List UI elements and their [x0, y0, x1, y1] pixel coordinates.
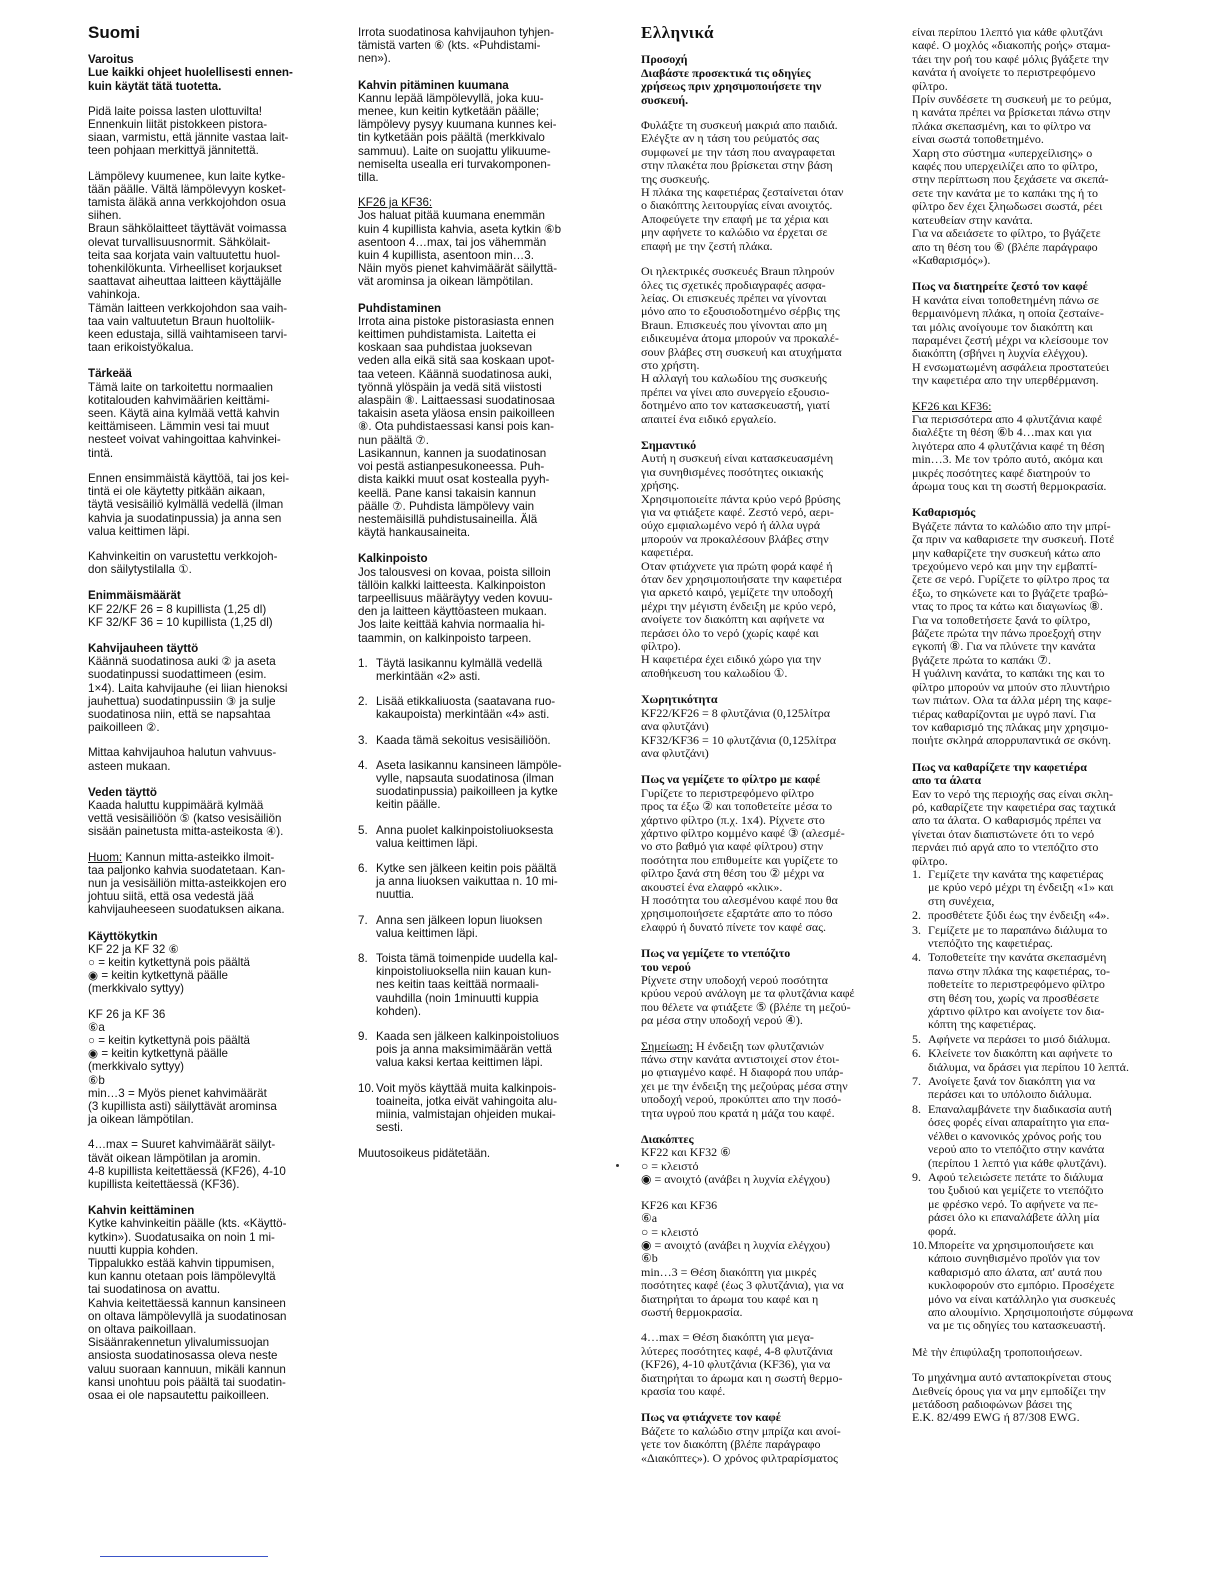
gr-make-heading: Πως να φτιάχνετε τον καφέ — [641, 1410, 781, 1425]
gr-reserve: Μὲ τὴν ἐπιφύλαξη τροποποιήσεων. — [912, 1344, 1083, 1359]
fi-fill-water-p1: Kaada haluttu kuppimäärä kylmää vettä vesisäiliöön ⑤ (katso vesisäiliön sisään painetusta mitta-asteikosta ④). — [88, 798, 284, 839]
gr-switches-heading: Διακόπτες — [641, 1132, 694, 1147]
fi-clean-heading: Puhdistaminen — [358, 301, 442, 315]
gr-switches-section — [641, 1133, 886, 1398]
fi-important-p1: Tämä laite on tarkoitettu normaalien kotitalouden kahvimäärien keittämi- seen. Käytä aina kylmää vettä kahvin keittämiseen. Lämmin vesi tai muut nesteet voivat vahingoittaa kahvinkei- tintä. — [88, 380, 281, 460]
fi-brew-section — [88, 1204, 338, 1402]
fi-keep-warm-heading: Kahvin pitäminen kuumana — [358, 78, 509, 92]
list-item: 7. Anna sen jälkeen lopun liuoksen valua keittimen läpi. — [358, 913, 543, 940]
gr-clean-text: Βγάζετε πάντα το καλώδιο απο την μπρί- ζα πριν να καθαρισετε την συσκευή. Ποτέ μην καθαρίζετε την συσκευή κάτω απο τρεχούμενο νερό και μην την εμβαπτί- ζετε σε νερό. Γυρίζετε το φίλτρο προς τα έξω, το σηκώνετε και το βγάζετε τραβώ- ντας το προς τα κάτω και διαγωνίως ⑧. Για να τοποθετήσετε ξανά το φίλτρο, βάζετε πρώτα την πάνω προεξοχή στην εγκοπή ⑧. Για να πλύνετε την κανάτα βγάζετε πρώτα το καπάκι ⑦. Η γυάλινη κανάτα, το καπάκι της και το φίλτρο μπορούν να μπούν στο πλυντήριο των πιάτων. Ολα τα άλλα μέρη της καφε- τιέρας καθαρίζονται με υγρό πανί. Για τον καθαρισμό της πλάκας μην χρησιμο- ποιήτε σκληρά απορρυπαντικά σε σκόνη. — [912, 518, 1115, 748]
list-item: 8. Επαναλαμβάνετε την διαδικασία αυτή όσες φορές είναι απαραίτητο για επα- νέλθει ο κανονικός χρόνος ροής του νερού απο το ντεπόζιτο στην κανάτα (περίπου 1 λεπτό για κάθε φλυτζάνι). — [912, 1101, 1112, 1170]
list-item: 2. Lisää etikkaliuosta (saatavana ruo- kakaupoista) merkintään «4» asti. — [358, 695, 556, 722]
greek-column-1 — [641, 23, 886, 1478]
fi-brew-heading: Kahvin keittäminen — [88, 1204, 195, 1218]
finnish-column-2 — [358, 26, 598, 1161]
list-item: 9. Kaada sen jälkeen kalkinpoistoliuos pois ja anna maksimimäärän vettä valua kaksi kertaa keittimen läpi. — [358, 1030, 560, 1070]
fi-important-heading: Tärkeää — [88, 367, 132, 381]
fi-fill-coffee-p1: Käännä suodatinosa auki ② ja aseta suodatinpussi suodattimeen (esim. 1×4). Laita kahvijauhe (ei liian hienoksi jauhettua) suodatinpussiin ③ ja sulje suodatinosa niin, että se napsahtaa paikoilleen ②. — [88, 655, 288, 735]
fi-clean-p1: Irrota aina pistoke pistorasiasta ennen keittimen puhdistamista. Laitetta ei koskaan saa puhdistaa juoksevan veden alla eikä sitä saa koskaan upot- taa veteen. Käännä suodatinosa auki, työnnä ylöspäin ja vedä sitä viistosti alaspäin ⑧. Laittaessasi suodatinosaa takaisin aseta yläosa ensin paikoilleen ⑧. Ota puhdistaessasi kansi pois kan- nun päältä ⑦. Lasikannun, kannen ja suodatinosan voi pestä astianpesukoneessa. Puh- dista kaikki muut osat kostealla pyyh- keellä. Pane kansi takaisin kannun päälle ⑦. Puhdista lämpölevy vain nestemäisillä puhdistusaineilla. Älä käytä hankausaineita. — [358, 314, 555, 540]
fi-switch-p1: KF 22 ja KF 32 ⑥ ○ = keitin kytkettynä pois päältä ◉ = keitin kytkettynä päälle (merkkivalo syttyy) — [88, 942, 250, 996]
gr-descale-section — [912, 761, 1144, 1333]
gr-clean-section — [912, 506, 1144, 747]
list-item: 5. Αφήνετε να περάσει το μισό διάλυμα. — [912, 1031, 1111, 1046]
fi-fill-water-note — [88, 851, 338, 917]
gr-capacity-section — [641, 693, 886, 760]
gr-fill-filter-section — [641, 773, 886, 934]
fi-note-text: Kannun mitta-asteikko ilmoit- taa paljonko kahvia suodatetaan. Kan- nun ja vesisäiliön mitta-asteikkojen ero johtuu siitä, että osa vedestä jää kahvijauheeseen suodatuksen aikana. — [88, 850, 287, 917]
list-item: 9. Αφού τελειώσετε πετάτε το διάλυμα του ξυδιού και γεμίζετε το ντεπόζιτο με φρέσκο νερό. Το αφήνετε να πε- ράσει όλο κι επαναλάβετε άλλη μία φορά. — [912, 1169, 1104, 1238]
fi-descale-p1: Jos talousvesi on kovaa, poista silloin tällöin kalkki laitteesta. Kalkinpoiston tarpeellisuus määräytyy veden kovuu- den ja laitteen käyttöasteen mukaan. Jos laite keittää kahvia normaalia hi- taammin, on kalkinpoisto tarpeen. — [358, 565, 553, 645]
stray-dot — [616, 1164, 619, 1167]
gr-make-text: Βάζετε το καλώδιο στην μπρίζα και ανοί- γετε τον διακόπτη (βλέπε παράγραφο «Διακόπτες»). Ο χρόνος φιλτραρίσματος — [641, 1423, 841, 1465]
list-item: 1. Γεμίζετε την κανάτα της καφετιέρας με κρύο νερό μέχρι τη ένδειξη «1» και στη συνέχεια, — [912, 866, 1114, 908]
gr-switches-p3: 4…max = Θέση διακόπτη για μεγα- λύτερες ποσότητες καφέ, 4-8 φλυτζάνια (KF26), 4-10 φλυτζάνια (KF36), για να διατηρήται το άρωμα και η σωστή θερμο- κρασία του καφέ. — [641, 1330, 843, 1398]
gr-make-section — [641, 1411, 886, 1465]
gr-note-text: Η ένδειξη των φλυτζανιών πάνω στην κανάτα αντιστοιχεί στον έτοι- μο φτιαγμένο καφέ. Η διαφορά που υπάρ- χει με την ένδειξη της μεζούρας μέσα στην υποδοχή νερού, προκύπτει απο την ποσό- τητα υγρού που κρατά η μάζα του καφέ. — [641, 1038, 848, 1120]
fi-descale-heading: Kalkinpoisto — [358, 552, 428, 566]
gr-warm-text-2: Για περισσότερα απο 4 φλυτζάνια καφέ διαλέξτε τη θέση ⑥b 4…max και για λιγότερα απο 4 φλυτζάνια καφέ τη θέση min…3. Με τον τρόπο αυτό, ακόμα και μικρές ποσότητες καφέ διατηρούν το άρωμα τους και τη σωστή θερμοκρασία. — [912, 411, 1107, 493]
fi-max-heading: Enimmäismäärät — [88, 589, 181, 603]
footer-rule — [100, 1556, 268, 1557]
finnish-column-1 — [88, 23, 338, 1415]
gr-important-section — [641, 439, 886, 680]
fi-note-label: Huom: — [88, 850, 123, 864]
gr-fill-tank-heading: Πως να γεμίζετε το ντεπόζιτο του νερού — [641, 946, 791, 974]
fi-warning-p2: Lämpölevy kuumenee, kun laite kytke- tään päälle. Vältä lämpölevyyn kosket- tamista äläkä anna verkkojohdon osua siihen. Braun sähkölaitteet täyttävät voimassa olevat turvallisuusnormit. Sähkölait- teita saa korjata vain valtuutettu huol- tohenkilökunta. Virheelliset korjaukset saattavat aiheuttaa laitteen käyttäjälle vahinkoja. Tämän laitteen verkkojohdon saa vaih- taa vain valtuutetun Braun huoltoliik- keen edustaja, sillä vaihtamiseen tarvi- taan erikoistyökalua. — [88, 169, 288, 355]
gr-fill-tank-text: Ρίχνετε στην υποδοχή νερού ποσότητα κρύου νερού ανάλογη με τα φλυτζάνια καφέ που θέλετε να φτιάξετε ⑤ (βλέπε τη μεζού- ρα μέσα στην υποδοχή νερού ④). — [641, 973, 855, 1028]
list-item: 6. Kytke sen jälkeen keitin pois päältä ja anna liuoksen vaikuttaa n. 10 mi- nuuttia. — [358, 861, 558, 902]
gr-warning-p2: Οι ηλεκτρικές συσκευές Braun πληρούν όλες τις σχετικές προδιαγραφές ασφα- λείας. Οι επισκευές πρέπει να γίνονται μόνο απο το εξουσιοδοτημένο σέρβις της Braun. Επισκευές που γίνονται απο μη ειδικευμένα άτομα μπορούν να προκαλέ- σουν βλάβες στη συσκευή και ατυχήματα στο χρήστη. Η αλλαγή του καλωδίου της συσκευής πρέπει να γίνει απο συνεργείο εξουσιο- δοτημένο απο τον κατασκευαστή, γιατί απαιτεί ένα ειδικό εργαλείο. — [641, 264, 842, 426]
list-item: 10. Voit myös käyttää muita kalkinpois- toaineita, jotka eivät vahingoita alu- miinia, valmistajan ohjeiden mukai- sesti. — [358, 1081, 558, 1135]
gr-warm-text: Η κανάτα είναι τοποθετημένη πάνω σε θερμαινόμενη πλάκα, η οποία ζεσταίνε- ται μόλις ανοίγουμε τον διακόπτη και παραμένει ζεστή μέχρι να κλείσουμε τον διακόπτη (σβήνει η λυχνία ελέγχου). Η ενσωματωμένη ασφάλεια προστατεύει την καφετιέρα απο την υπερθέρμανση. — [912, 292, 1110, 388]
fi-important-p3: Kahvinkeitin on varustettu verkkojoh- don säilytystilalla ①. — [88, 549, 278, 577]
gr-switches-p1: KF22 και KF32 ⑥ ○ = κλειστό ◉ = ανοιχτό (ανάβει η λυχνία ελέγχου) — [641, 1145, 830, 1187]
gr-warning-p1: Φυλάξτε τη συσκευή μακριά απο παιδιά. Ελέγξτε αν η τάση του ρεύματός σας συμφωνεί με την τάση που αναγραφεται στην πλακέτα που βρίσκεται στην βάση της συσκευής. Η πλάκα της καφετιέρας ζεσταίνεται όταν ο διακόπτης λειτουργίας είναι ανοιχτός. Αποφεύγετε την επαφή με τα χέρια και μην αφήνετε το καλώδιο να έρχεται σε επαφή με την ζεστή πλάκα. — [641, 118, 844, 253]
fi-fill-water-heading: Veden täyttö — [88, 785, 157, 799]
gr-important-p1: Αυτή η συσκευή είναι κατασκευασμένη για συνηθισμένες ποσότητες οικιακής χρήσης. Χρησιμοποιείτε πάντα κρύο νερό βρύσης για να φτιάξετε καφέ. Ζεστό νερό, αερι- ούχο εμφιαλωμένο νερό ή άλλα υγρά μπορούν να προκαλέσουν βλάβες στην καφετιέρα. Οταν φτιάχνετε για πρώτη φορά καφέ ή όταν δεν χρησιμοποιήσατε την καφετιέρα για αρκετό καιρό, γεμίζετε την υποδοχή μέχρι την μέγιστη ένδειξη με κρύο νερό, ανοίγετε τον διακόπτη και αφήνετε να περάσει όλο το νερό (χωρίς καφέ και φίλτρο). Η καφετιέρα έχει ειδικό χώρο για την αποθήκευση του καλωδίου ①. — [641, 451, 842, 680]
fi-brew-continued — [358, 26, 598, 66]
gr-clean-heading: Καθαρισμός — [912, 505, 976, 520]
fi-fill-water-section — [88, 786, 338, 917]
gr-fill-filter-heading: Πως να γεμίζετε το φίλτρο με καφέ — [641, 772, 821, 787]
fi-keep-warm-section — [358, 79, 598, 289]
list-item: 4. Aseta lasikannu kansineen lämpöle- vylle, napsauta suodatinosa (ilman suodatinpussia) paikoilleen ja kytke keitin päälle. — [358, 758, 562, 812]
gr-important-heading: Σημαντικό — [641, 437, 697, 452]
gr-make-continued — [912, 26, 1144, 267]
list-item: 8. Toista tämä toimenpide uudella kal- kinpoistoliuoksella niin kauan kun- nes keitin taas keittää normaali- vauhdilla (noin 1minuutti kuppia kohden). — [358, 951, 558, 1018]
gr-note-label: Σημείωση: — [641, 1038, 693, 1053]
list-item: 2. προσθέτετε ξύδι έως την ένδειξη «4». — [912, 908, 1110, 923]
fi-brew-p2: Irrota suodatinosa kahvijauhon tyhjen- tämistä varten ⑥ (kts. «Puhdistami- nen»). — [358, 26, 554, 66]
list-item: 10. Μπορείτε να χρησιμοποιήσετε και κάποιο συνηθισμένο προϊόν για τον καθαρισμό απο άλατα, απ' αυτά που κυκλοφορούν στο εμπόριο. Προσέχετε μόνο να είναι κατάλληλο για συσκευές απο αλουμίνιο. Χρησιμοποιήστε σύμφωνα να με τις οδηγίες του κατασκευαστή. — [912, 1237, 1134, 1333]
greek-title: Ελληνικά — [641, 23, 714, 42]
fi-max-section — [88, 589, 338, 629]
list-item: 6. Κλείνετε τον διακόπτη και αφήνετε το διάλυμα, να δράσει για περίπου 10 λεπτά. — [912, 1046, 1129, 1074]
gr-warning-section — [641, 53, 886, 426]
fi-warning-section — [88, 53, 338, 354]
fi-warning-lead: Lue kaikki ohjeet huolellisesti ennen- kuin käytät tätä tuotetta. — [88, 66, 293, 93]
fi-warning-p1: Pidä laite poissa lasten ulottuvilta! Ennenkuin liität pistokkeen pistora- siaan, varmistu, että jännite vastaa lait- teen pohjaan merkittyä jännitettä. — [88, 104, 289, 158]
fi-switch-heading: Käyttökytkin — [88, 929, 158, 943]
fi-important-p2: Ennen ensimmäistä käyttöä, tai jos kei- tintä ei ole käytetty pitkään aikaan, täytä vesisäiliö kylmällä vedellä (ilman kahvia ja suodatinpussia) ja anna sen valua keittimen läpi. — [88, 471, 290, 538]
fi-fill-coffee-p2: Mittaa kahvijauhoa halutun vahvuus- asteen mukaan. — [88, 746, 277, 773]
fi-switch-p2: KF 26 ja KF 36 ⑥a ○ = keitin kytkettynä pois päältä ◉ = keitin kytkettynä päälle (merkkivalo syttyy) ⑥b min…3 = Myös pienet kahvimäärät (3 kupillista asti) säilyttävät arominsa ja oikean lämpötilan. — [88, 1007, 277, 1127]
gr-capacity-heading: Χωρητικότητα — [641, 692, 718, 707]
list-item: 7. Ανοίγετε ξανά τον διακόπτη για να περάσει και το υπόλοιπο διάλυμα. — [912, 1074, 1096, 1102]
gr-make-continued-text: είναι περίπου 1λεπτό για κάθε φλυτζάνι καφέ. Ο μοχλός «διακοπής ροής» σταμα- τάει την ροή του καφέ μόλις βγάξετε την κανάτα ή ανοίγετε το περιστρεφόμενο φίλτρο. Πρίν συνδέσετε τη συσκευή με το ρεύμα, η κανάτα πρέπει να βρίσκεται πάνω στην πλάκα σκεπασμένη, και το φίλτρο να είναι σωστά τοποθετημένο. Χαρη στο σύστημα «υπερχείλισης» ο καφές που υπερχειλίζει απο το φίλτρο, στην περίπτωση που ξεχάσετε να σκεπά- σετε την κανάτα με το καπάκι της ή το φίλτρο δεν έχει ξληωδωσει σωστά, ρέει κατευθείαν στην κανάτα. Για να αδειάσετε το φίλτρο, το βγάζετε απο τη θέση του ⑥ (βλέπε παράγραφο «Καθαρισμός»). — [912, 26, 1112, 267]
gr-warning-heading: Προσοχή — [641, 52, 688, 67]
gr-warm-section — [912, 280, 1144, 493]
gr-fill-filter-text: Γυρίζετε το περιστρεφόμενο φίλτρο προς τα έξω ② και τοποθετείτε μέσα το χάρτινο φίλτρο (π.χ. 1x4). Ρίχνετε στο χάρτινο φίλτρο κομμένο καφέ ③ (αλεσμέ- νο στο βαθμό για καφέ φίλτρου) στην ποσότητα που επιθυμείτε και γυρίζετε το φίλτρο ξανά στη θέση του ② μέχρι να ακουστεί ένα ελαφρό «κλικ». Η ποσότητα του αλεσμένου καφέ που θα χρησιμοποιήσετε εξαρτάτε απο το πόσο ελαφρύ ή δυνατό πίνετε τον καφέ σας. — [641, 785, 845, 934]
fi-keep-warm-p1: Kannu lepää lämpölevyllä, joka kuu- menee, kun keitin kytketään päälle; lämpölevy pysyy kuumana kunnes kei- tin kytketään pois päältä (merkkivalo sammuu). Laite on suojattu ylikuume- nemiselta usealla eri turvakomponen- tilla. — [358, 91, 557, 185]
list-item: 3. Γεμίζετε με το παραπάνω διάλυμα το ντεπόζιτο της καφετιέρας. — [912, 922, 1108, 950]
gr-warm-heading: Πως να διατηρείτε ζεστό τον καφέ — [912, 279, 1088, 294]
greek-column-2 — [912, 26, 1144, 1425]
list-item: 1. Täytä lasikannu kylmällä vedellä merkintään «2» asti. — [358, 656, 543, 683]
gr-descale-heading: Πως να καθαρίζετε την καφετιέρα απο τα άλατα — [912, 759, 1087, 788]
fi-descale-section — [358, 552, 598, 1134]
fi-keep-warm-p2: Jos haluat pitää kuumana enemmän kuin 4 kupillista kahvia, aseta kytkin ⑥b asentoon 4…max, tai jos vähemmän kuin 4 kupillista, asentoon min…3. Näin myös pienet kahvimäärät säilyttä- vät arominsa ja oikean lämpötilan. — [358, 209, 562, 289]
list-item: 3. Kaada tämä sekoitus vesisäiliöön. — [358, 733, 551, 747]
fi-fill-coffee-section — [88, 642, 338, 773]
fi-switch-section — [88, 930, 338, 1192]
list-item: 4. Τοποθετείτε την κανάτα σκεπασμένη πανω στην πλάκα της καφετιέρας, το- ποθετείτε το περιστρεφόμενο φίλτρο στη θέση του, χωρίς να προσθέσετε χάρτινο φίλτρο και ανοίγετε τον δια- κόπτη της καφετιέρας. — [912, 950, 1111, 1032]
gr-warm-model: KF26 και KF36: — [912, 398, 992, 413]
fi-footer: Muutosoikeus pidätetään. — [358, 1147, 491, 1161]
list-item: 5. Anna puolet kalkinpoistoliuoksesta valua keittimen läpi. — [358, 823, 554, 850]
gr-capacity-text: KF22/KF26 = 8 φλυτζάνια (0,125λίτρα ανα φλυτζάνι) KF32/KF36 = 10 φλυτζάνια (0,125λίτρα ανα φλυτζάνι) — [641, 705, 836, 760]
fi-max-text: KF 22/KF 26 = 8 kupillista (1,25 dl) KF 32/KF 36 = 10 kupillista (1,25 dl) — [88, 602, 273, 629]
fi-fill-coffee-heading: Kahvijauheen täyttö — [88, 641, 199, 655]
fi-keep-warm-model: KF26 ja KF36: — [358, 196, 433, 210]
gr-descale-steps — [912, 868, 1144, 1333]
gr-switches-p2: KF26 και KF36 ⑥a ○ = κλειστό ◉ = ανοιχτό (ανάβει η λυχνία ελέγχου) ⑥b min…3 = Θέση διακόπτη για μικρές ποσότητες καφέ (έως 3 φλυτζάνια), για να διατηρήται το άρωμα του καφέ και η σωστή θερμοκρασία. — [641, 1197, 844, 1319]
gr-fill-tank-note — [641, 1040, 886, 1120]
fi-clean-section — [358, 302, 598, 540]
gr-descale-text: Εαν το νερό της περιοχής σας είναι σκλη- ρό, καθαρίζετε την καφετιέρα σας ταχτικά απο τα άλατα. Ο καθαρισμός πρέπει να γίνεται όταν διαπιστώνετε ότι το νερό περνάει πιό αργά απο το ντεπόζιτο στο φίλτρο. — [912, 786, 1116, 868]
gr-fill-tank-section — [641, 947, 886, 1120]
gr-emc-notice: Το μηχάνημα αυτό ανταποκρίνεται στους Διεθνείς όρους για να μην εμποδίζει την μετάδοση ραδιοφώνων βάσει της E.K. 82/499 EWG ή 87/308 EWG. — [912, 1370, 1111, 1425]
gr-warning-lead: Διαβάστε προσεκτικά τις οδηγίες χρήσεως πριν χρησιμοποιήσετε την συσκευή. — [641, 65, 822, 107]
fi-switch-p3: 4…max = Suuret kahvimäärät säilyt- tävät oikean lämpötilan ja aromin. 4-8 kupillista keitettäessä (KF26), 4-10 kupillista keitettäessä (KF36). — [88, 1138, 286, 1192]
fi-warning-heading: Varoitus — [88, 53, 134, 67]
fi-descale-steps — [358, 657, 598, 1135]
fi-important-section — [88, 367, 338, 576]
fi-brew-p1: Kytke kahvinkeitin päälle (kts. «Käyttö- kytkin»). Suodatusaika on noin 1 mi- nuutti kuppia kohden. Tippalukko estää kahvin tippumisen, kun kannu otetaan pois lämpölevyltä tai suodatinosa on avattu. Kahvia keitettäessä kannun kansineen on oltava lämpölevyllä ja suodatinosan on oltava paikoillaan. Sisäänrakennetun ylivalumissuojan ansiosta suodatinosassa oleva neste valuu suoraan kannuun, mikäli kannun kansi unohtuu pois päältä tai suodatin- osaa ei ole napsautettu paikoilleen. — [88, 1217, 287, 1403]
finnish-title: Suomi — [88, 23, 140, 42]
